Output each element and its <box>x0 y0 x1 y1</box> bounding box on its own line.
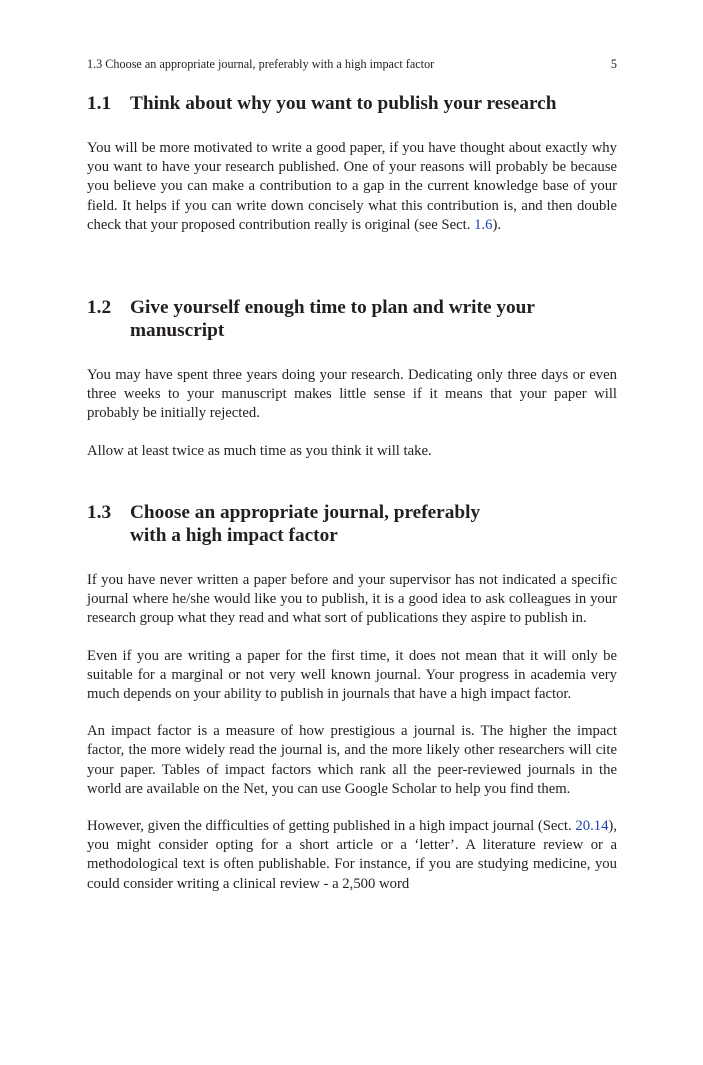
section-1-1 <box>87 92 617 235</box>
section-title: Think about why you want to publish your research <box>130 93 557 114</box>
section-number: 1.2 <box>87 297 112 318</box>
section-heading <box>87 92 617 115</box>
paragraph: However, given the difficulties of getting published in a high impact journal (Sect. 20.14), you might consider opting for a short article or a ‘letter’. A literature review or a methodological text is often publishable. For instance, if you are studying medicine, you could consider writing a clinical review - a 2,500 word <box>87 818 617 892</box>
paragraph: You will be more motivated to write a good paper, if you have thought about exactly why you want to have your research published. One of your reasons will probably be because you believe you can make a contribution to a gap in the current knowledge base of your field. It helps if you can write down concisely what this contribution is, and then double check that your proposed contribution really is original (see Sect. 1.6). <box>87 140 617 233</box>
paragraph: You may have spent three years doing your research. Dedicating only three days or even three weeks to your manuscript makes little sense if it means that your paper will probably be initially rejected. <box>87 367 617 422</box>
paragraph: If you have never written a paper before and your supervisor has not indicated a specific journal where he/she would like you to publish, it is a good idea to ask colleagues in your research group what they read and what sort of publications they aspire to publish in. <box>87 572 617 627</box>
section-title: Choose an appropriate journal, preferably with a high impact factor <box>130 502 481 546</box>
page-number: 5 <box>610 57 617 71</box>
section-heading <box>87 501 507 547</box>
section-1-2 <box>87 296 617 461</box>
running-head <box>87 57 617 71</box>
section-1-3 <box>87 501 617 894</box>
section-title: Give yourself enough time to plan and write your manuscript <box>130 297 535 341</box>
section-number: 1.3 <box>87 502 112 523</box>
section-number: 1.1 <box>87 93 112 114</box>
paragraph: An impact factor is a measure of how prestigious a journal is. The higher the impact factor, the more widely read the journal is, and the more likely other researchers will cite your paper. Tables of impact factors which rank all the peer-reviewed journals in the world are available on the Net, you can use Google Scholar to help you find them. <box>87 723 617 797</box>
cross-reference-link[interactable]: 20.14 <box>575 818 609 835</box>
paragraph: Allow at least twice as much time as you think it will take. <box>87 442 432 459</box>
paragraph: Even if you are writing a paper for the first time, it does not mean that it will only be suitable for a marginal or not very well known journal. Your progress in academia very much depends on your ability to publish in journals that have a high impact factor. <box>87 647 617 703</box>
section-heading <box>87 296 557 342</box>
running-head-title: 1.3 Choose an appropriate journal, preferably with a high impact factor <box>87 57 435 71</box>
cross-reference-link[interactable]: 1.6 <box>474 216 493 233</box>
